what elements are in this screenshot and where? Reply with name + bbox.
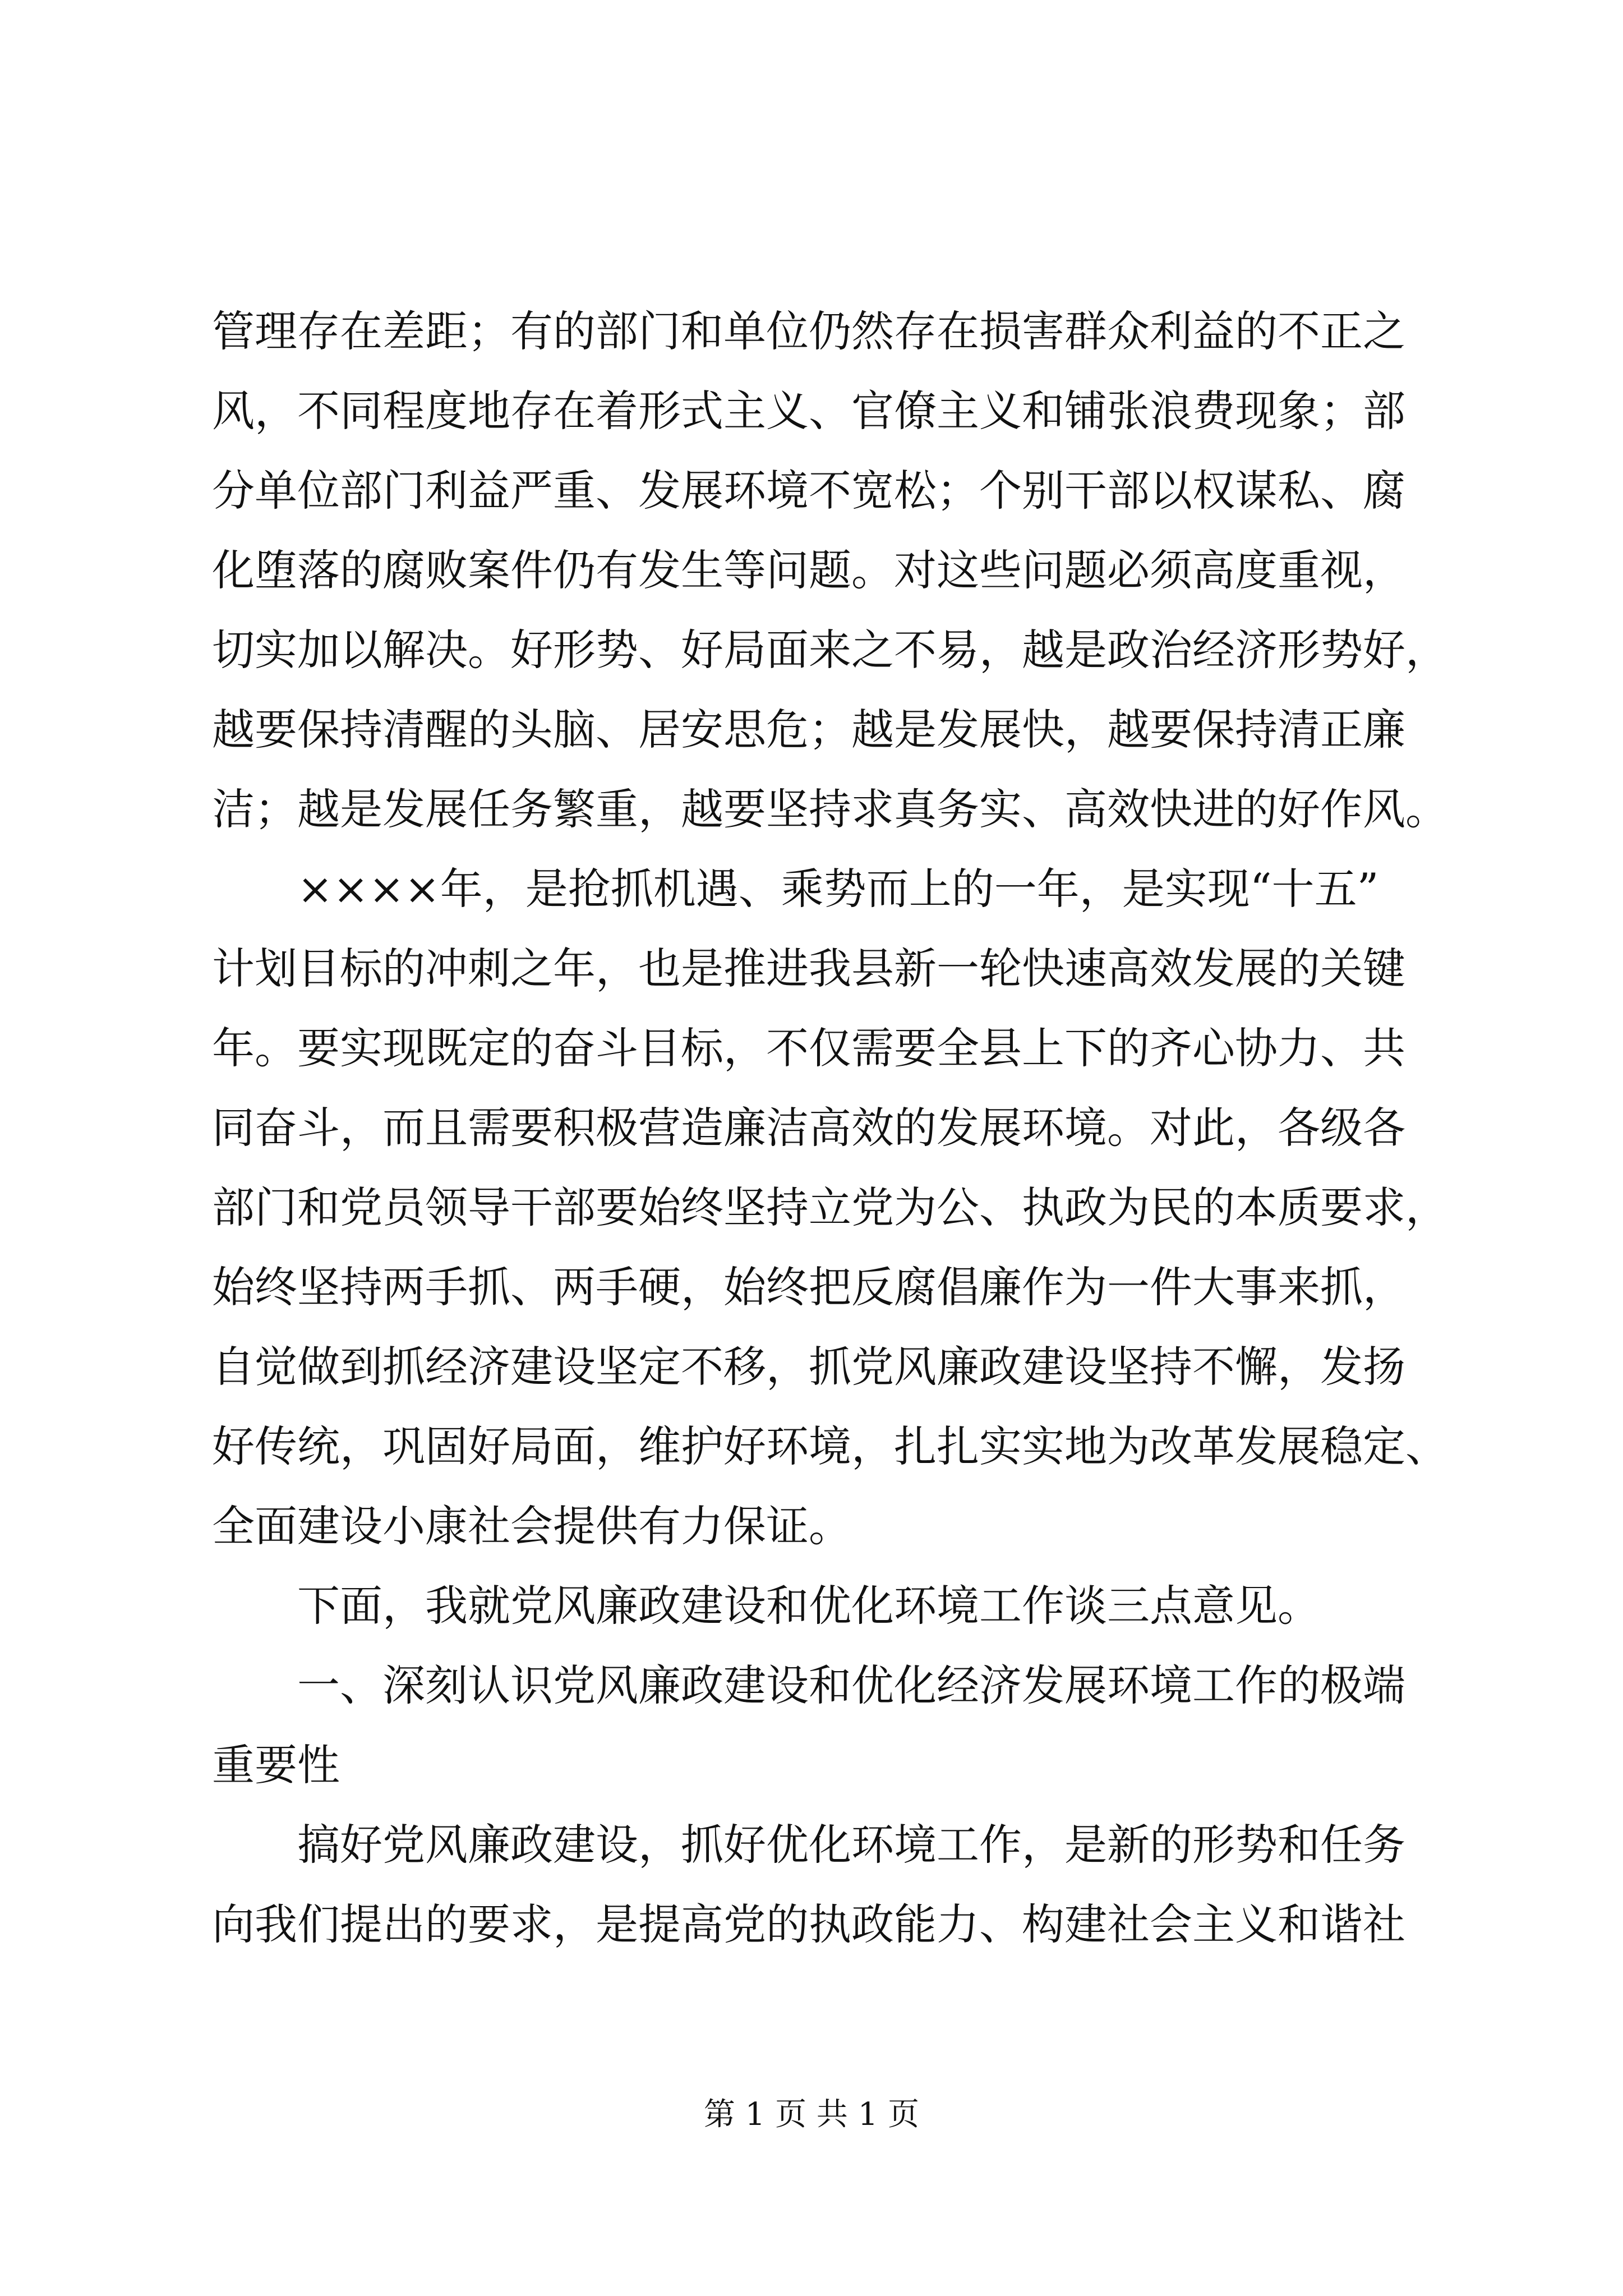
text-line: 好传统，巩固好局面，维护好环境，扎扎实实地为改革发展稳定、 — [212, 1421, 1448, 1471]
text-line: ××××年，是抢抓机遇、乘势而上的一年，是实现“十五” — [212, 864, 1379, 914]
text-line: 分单位部门利益严重、发展环境不宽松；个别干部以权谋私、腐 — [212, 466, 1405, 516]
text-line: 搞好党风廉政建设，抓好优化环境工作，是新的形势和任务 — [212, 1820, 1405, 1870]
text-line: 始终坚持两手抓、两手硬，始终把反腐倡廉作为一件大事来抓， — [212, 1262, 1405, 1312]
section-heading-line: 重要性 — [212, 1740, 340, 1790]
text-line: 年。要实现既定的奋斗目标，不仅需要全县上下的齐心协力、共 — [212, 1023, 1405, 1073]
text-line: 全面建设小康社会提供有力保证。 — [212, 1501, 851, 1551]
body-text — [212, 292, 1448, 1964]
text-line: 部门和党员领导干部要始终坚持立党为公、执政为民的本质要求， — [212, 1182, 1448, 1232]
text-line: 风，不同程度地存在着形式主义、官僚主义和铺张浪费现象；部 — [212, 386, 1405, 436]
text-line: 洁；越是发展任务繁重，越要坚持求真务实、高效快进的好作风。 — [212, 784, 1448, 834]
text-line: 向我们提出的要求，是提高党的执政能力、构建社会主义和谐社 — [212, 1899, 1405, 1949]
section-heading-line: 一、深刻认识党风廉政建设和优化经济发展环境工作的极端 — [212, 1660, 1405, 1710]
text-line: 计划目标的冲刺之年，也是推进我县新一轮快速高效发展的关键 — [212, 944, 1405, 993]
text-line: 下面，我就党风廉政建设和优化环境工作谈三点意见。 — [212, 1581, 1320, 1631]
text-line: 管理存在差距；有的部门和单位仍然存在损害群众利益的不正之 — [212, 306, 1405, 356]
text-line: 化堕落的腐败案件仍有发生等问题。对这些问题必须高度重视， — [212, 545, 1405, 595]
text-line: 自觉做到抓经济建设坚定不移，抓党风廉政建设坚持不懈，发扬 — [212, 1342, 1405, 1392]
text-line: 越要保持清醒的头脑、居安思危；越是发展快，越要保持清正廉 — [212, 705, 1405, 754]
text-line: 切实加以解决。好形势、好局面来之不易，越是政治经济形势好， — [212, 625, 1448, 675]
page-footer: 第 1 页 共 1 页 — [703, 2096, 920, 2133]
text-line: 同奋斗，而且需要积极营造廉洁高效的发展环境。对此，各级各 — [212, 1103, 1405, 1153]
